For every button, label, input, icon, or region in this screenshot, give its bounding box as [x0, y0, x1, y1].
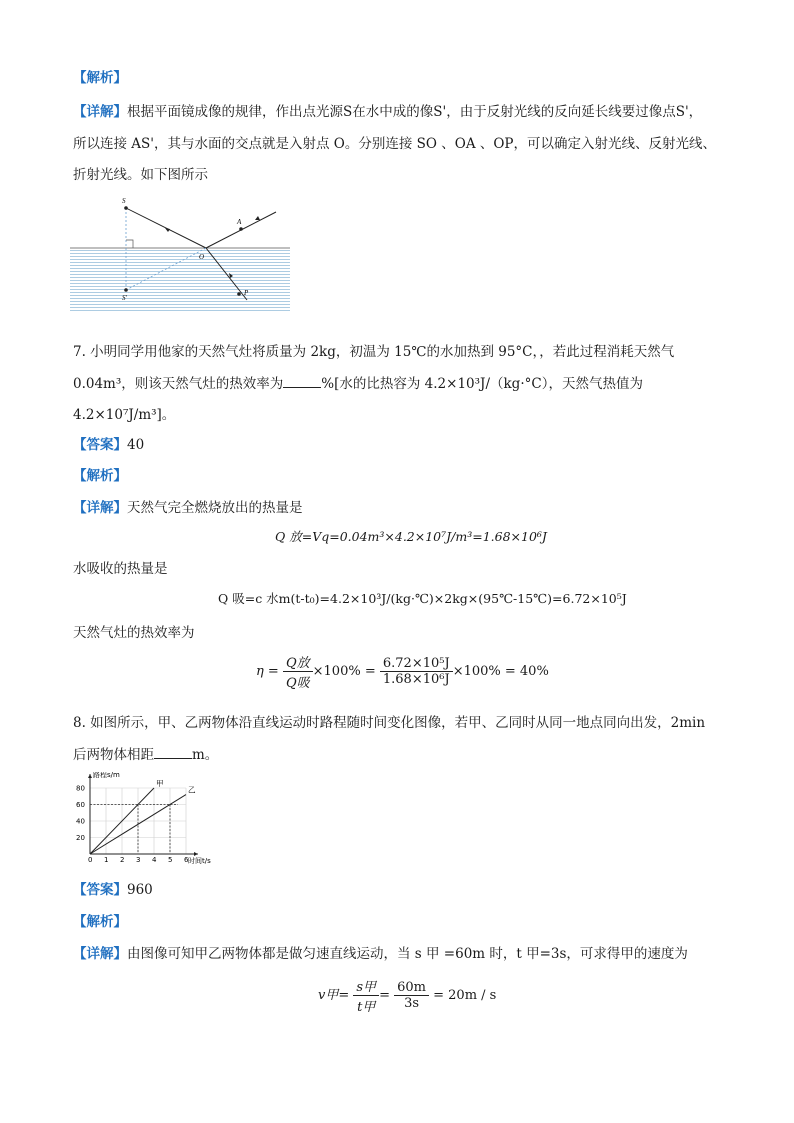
fraction-values: $\frac{60m}{3s}$	[394, 980, 429, 1011]
q7-efficiency-text: 天然气灶的热效率为	[73, 625, 195, 641]
x-axis-label: 时间t/s	[188, 857, 211, 864]
y-tick-label: 40	[76, 817, 85, 826]
point-p	[237, 292, 241, 296]
detail-line-3: 折射光线。如下图所示	[73, 167, 208, 183]
incident-ray	[126, 208, 206, 248]
q7-answer-blank	[283, 375, 321, 388]
y-axis-arrow	[88, 774, 92, 778]
y-tick-label: 80	[76, 784, 85, 793]
x-tick-label: 2	[120, 856, 125, 864]
right-angle-mark	[126, 240, 133, 248]
detail-tag: 【详解】	[73, 104, 127, 120]
q7-equation-efficiency	[256, 652, 549, 691]
q8-answer-line	[73, 878, 153, 898]
optics-diagram	[70, 192, 290, 312]
x-tick-label: 6	[184, 856, 189, 864]
y-axis-label: 路程s/m	[93, 772, 120, 779]
answer-tag: 【答案】	[73, 437, 127, 453]
eq-end: ×100% = 40%	[452, 664, 549, 679]
incident-arrow	[165, 228, 170, 232]
x-tick-label: 4	[152, 856, 157, 864]
eta-symbol: η =	[256, 664, 279, 679]
series-label: 乙	[188, 785, 196, 795]
q7-line-3: 4.2×10⁷J/m³]。	[73, 407, 176, 423]
x-tick-label: 3	[136, 856, 141, 864]
v-lhs: v甲=	[318, 988, 350, 1003]
q7-equation-heat-released: Q 放=Vq=0.04m³×4.2×10⁷J/m³=1.68×10⁶J	[275, 529, 547, 544]
label-p: P	[244, 289, 249, 297]
water-region	[70, 248, 290, 312]
detail-text: 由图像可知甲乙两物体都是做匀速直线运动，当 s 甲 =60m 时，t 甲=3s，可求得甲的速度为	[127, 946, 688, 962]
analysis-tag: 【解析】	[73, 468, 127, 484]
q7-detail-line	[73, 496, 303, 516]
point-a	[239, 227, 243, 231]
label-s-image: S'	[122, 294, 127, 302]
reflected-arrow	[255, 216, 260, 220]
series-label: 甲	[156, 779, 164, 788]
q7-absorb-text: 水吸收的热量是	[73, 561, 168, 577]
label-o: O	[199, 253, 205, 261]
eq-mid: ×100% =	[312, 664, 376, 679]
eq-equals: =	[379, 988, 390, 1003]
q7-line-2b: %[水的比热容为 4.2×10³J/（kg·°C），天然气热值为	[321, 376, 643, 392]
detail-tag: 【详解】	[73, 500, 127, 516]
y-tick-label: 60	[76, 801, 85, 809]
q8-answer-blank	[154, 746, 192, 759]
analysis-tag: 【解析】	[73, 70, 127, 86]
x-tick-label: 1	[104, 856, 109, 864]
fraction-s-t: $\frac{\text{s甲}}{\text{t甲}}$	[353, 976, 379, 1015]
q8-line-2b: m。	[192, 747, 219, 763]
q7-line-1: 7. 小明同学用他家的天然气灶将质量为 2kg，初温为 15℃的水加热到 95°C，，若此过程消耗天然气	[73, 344, 675, 360]
q7-answer: 40	[127, 437, 145, 453]
q8-detail-line	[73, 942, 688, 962]
x-tick-label: 5	[168, 856, 173, 864]
fraction-values: $\frac{\text{6.72×10⁵J}}{\text{1.68×10⁶J}}$	[380, 656, 453, 687]
fraction-q: $\frac{\text{Q放}}{\text{Q吸}}$	[283, 652, 313, 691]
point-s	[124, 206, 128, 210]
x-tick-label: 0	[88, 856, 93, 864]
q8-line-1: 8. 如图所示，甲、乙两物体沿直线运动时路程随时间变化图像，若甲、乙同时从同一地点同向出发，2min	[73, 715, 706, 731]
distance-time-chart	[70, 772, 230, 864]
label-s: S	[122, 197, 126, 205]
point-s-image	[124, 288, 128, 292]
q8-equation-velocity	[318, 976, 496, 1015]
label-a: A	[237, 218, 242, 226]
q7-line-2a: 0.04m³，则该天然气灶的热效率为	[73, 376, 284, 392]
q8-answer: 960	[127, 882, 153, 898]
y-tick-label: 20	[76, 834, 85, 842]
answer-tag: 【答案】	[73, 882, 127, 898]
q8-line-2	[73, 743, 218, 763]
q7-line-2	[73, 372, 643, 392]
detail-line-1	[73, 100, 702, 120]
detail-text: 根据平面镜成像的规律，作出点光源S在水中成的像S'，由于反射光线的反向延长线要过像点S'，	[127, 104, 703, 120]
eq-end: = 20m / s	[433, 988, 497, 1003]
q7-answer-line	[73, 433, 144, 453]
detail-line-2: 所以连接 AS'，其与水面的交点就是入射点 O。分别连接 SO 、OA 、OP，可以确定入射光线、反射光线、	[73, 136, 717, 152]
analysis-tag: 【解析】	[73, 914, 127, 930]
q7-equation-heat-absorbed: Q 吸=c 水m(t-t₀)=4.2×10³J/(kg·℃)×2kg×(95℃-15℃)=6.72×10⁵J	[218, 591, 627, 606]
q8-line-2a: 后两物体相距	[73, 747, 154, 763]
detail-text: 天然气完全燃烧放出的热量是	[127, 500, 303, 516]
detail-tag: 【详解】	[73, 946, 127, 962]
x-axis-arrow	[194, 852, 198, 856]
